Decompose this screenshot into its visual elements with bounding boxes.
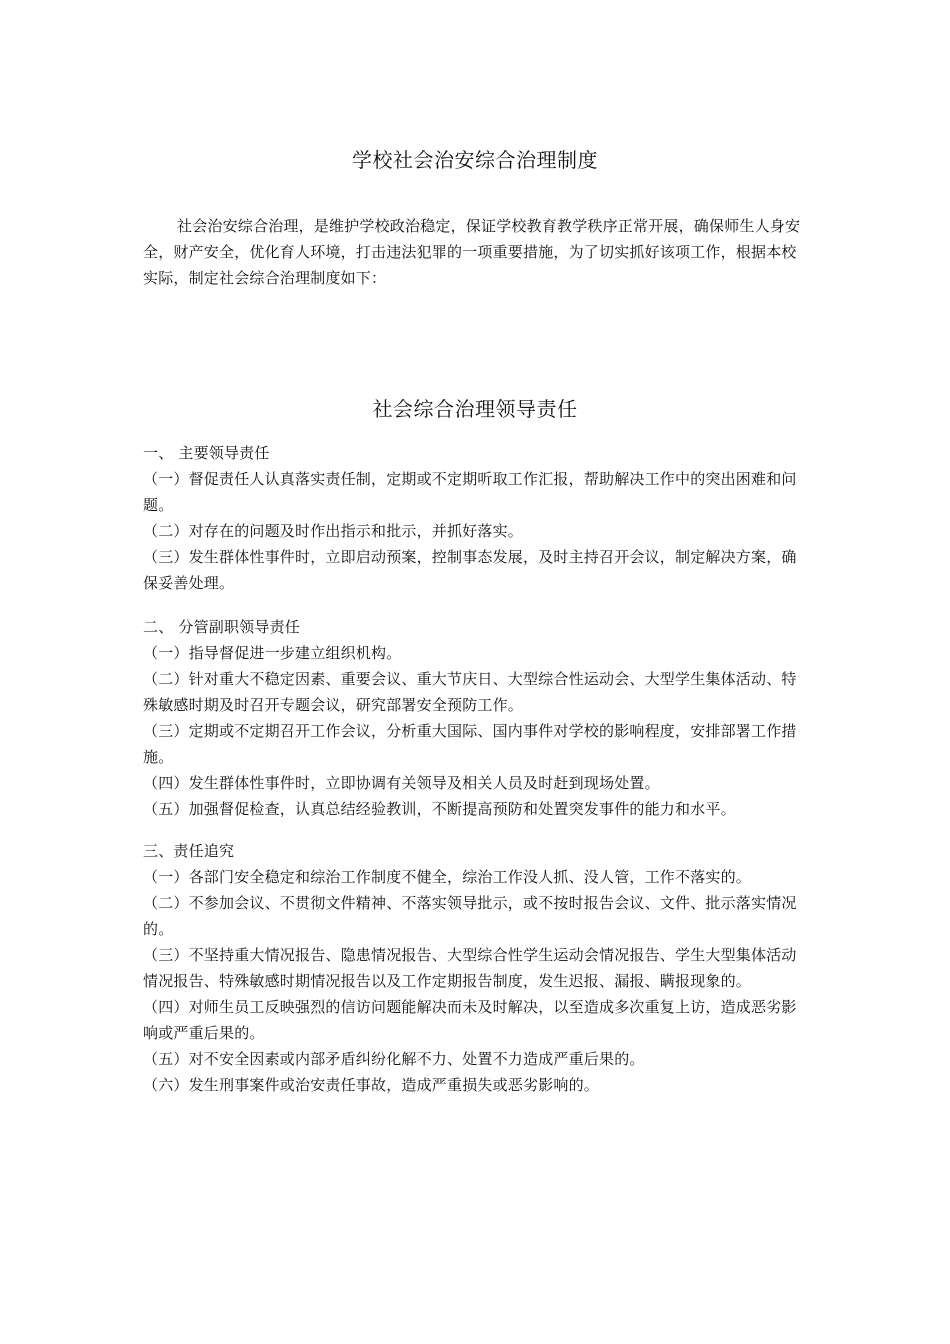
section-heading: 一、 主要领导责任 xyxy=(143,444,270,462)
list-item: （五）对不安全因素或内部矛盾纠纷化解不力、处置不力造成严重后果的。 xyxy=(143,1050,645,1068)
intro-paragraph: 社会治安综合治理，是维护学校政治稳定，保证学校教育教学秩序正常开展，确保师生人身安全，财产安全，优化育人环境，打击违法犯罪的一项重要措施，为了切实抓好该项工作，根据本校实际，制定社会综合治理制度如下： xyxy=(143,217,801,287)
section-heading: 三、责任追究 xyxy=(143,842,235,860)
list-item: （三）不坚持重大情况报告、隐患情况报告、大型综合性学生运动会情况报告、学生大型集体活动情况报告、特殊敏感时期情况报告以及工作定期报告制度，发生迟报、漏报、瞒报现象的。 xyxy=(143,946,797,990)
section-deputy-leader xyxy=(143,614,810,822)
list-item: （三）定期或不定期召开工作会议，分析重大国际、国内事件对学校的影响程度，安排部署工作措施。 xyxy=(143,722,797,766)
list-item: （一）督促责任人认真落实责任制，定期或不定期听取工作汇报，帮助解决工作中的突出困难和问题。 xyxy=(143,470,797,514)
list-item: （六）发生刑事案件或治安责任事故，造成严重损失或恶劣影响的。 xyxy=(143,1076,600,1094)
list-item: （四）对师生员工反映强烈的信访问题能解决而未及时解决，以至造成多次重复上访，造成恶劣影响或严重后果的。 xyxy=(143,998,797,1042)
section-heading: 二、 分管副职领导责任 xyxy=(143,618,300,636)
list-item: （二）对存在的问题及时作出指示和批示，并抓好落实。 xyxy=(143,522,524,540)
list-item: （一）各部门安全稳定和综治工作制度不健全，综治工作没人抓、没人管，工作不落实的。 xyxy=(143,868,752,886)
section-main-leader xyxy=(143,440,810,596)
list-item: （二）不参加会议、不贯彻文件精神、不落实领导批示，或不按时报告会议、文件、批示落实情况的。 xyxy=(143,894,797,938)
section-accountability xyxy=(143,838,810,1098)
list-item: （一）指导督促进一步建立组织机构。 xyxy=(143,644,402,662)
list-item: （二）针对重大不稳定因素、重要会议、重大节庆日、大型综合性运动会、大型学生集体活动、特殊敏感时期及时召开专题会议，研究部署安全预防工作。 xyxy=(143,670,797,714)
document-title: 学校社会治安综合治理制度 xyxy=(352,148,598,172)
list-item: （三）发生群体性事件时，立即启动预案，控制事态发展，及时主持召开会议，制定解决方案，确保妥善处理。 xyxy=(143,548,797,592)
section-title: 社会综合治理领导责任 xyxy=(372,397,578,421)
list-item: （五）加强督促检查，认真总结经验教训，不断提高预防和处置突发事件的能力和水平。 xyxy=(143,800,736,818)
list-item: （四）发生群体性事件时，立即协调有关领导及相关人员及时赶到现场处置。 xyxy=(143,774,660,792)
